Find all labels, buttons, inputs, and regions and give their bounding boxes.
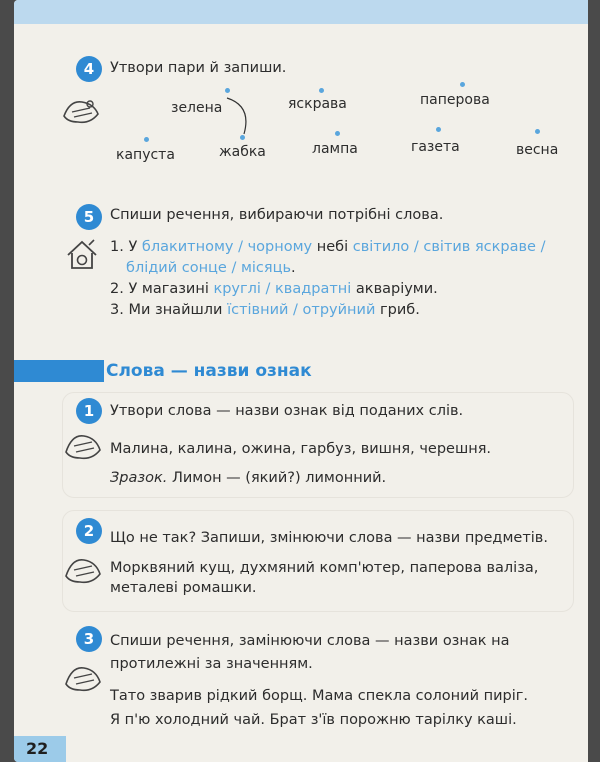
connecting-line (214, 96, 254, 140)
dot-marker (225, 88, 230, 93)
s1-prefix: 1. У (110, 239, 138, 255)
dot-marker (335, 131, 340, 136)
dot-marker (535, 129, 540, 134)
s2-end: акваріуми. (355, 281, 438, 297)
exercise-3-line-2: Я п'ю холодний чай. Брат з'їв порожню тарілку каші. (110, 712, 517, 728)
s1-option: чорному (247, 239, 313, 255)
s1-end: . (291, 260, 296, 276)
exercise-2-line-1: Морквяний кущ, духмяний комп'ютер, паперова валіза, (110, 560, 539, 576)
workbook-page (14, 0, 588, 762)
exercise-3-line-1: Тато зварив рідкий борщ. Мама спекла солоний пиріг. (110, 688, 528, 704)
section-bar (14, 360, 104, 382)
word-yaskrava: яскрава (288, 96, 347, 112)
s1-separator: / (231, 260, 237, 276)
word-zhabka: жабка (219, 144, 266, 160)
exercise-3-number: 3 (76, 626, 102, 652)
section-title: Слова — назви ознак (106, 361, 312, 381)
page-number: 22 (14, 736, 66, 762)
s1-option: блакитному (141, 239, 234, 255)
dot-marker (144, 137, 149, 142)
dot-marker (460, 82, 465, 87)
s1-option: блідий сонце (126, 260, 227, 276)
exercise-2-line-2: металеві ромашки. (110, 580, 257, 596)
exercise-3-instruction-1: Спиши речення, замінюючи слова — назви ознак на (110, 633, 510, 649)
pencil-write-icon (62, 660, 106, 696)
word-lampa: лампа (312, 141, 358, 157)
pencil-write-icon (60, 94, 104, 128)
exercise-1-number: 1 (76, 398, 102, 424)
task-4-instruction: Утвори пари й запиши. (110, 60, 287, 76)
s2-option: квадратні (275, 281, 352, 297)
word-paperova: паперова (420, 92, 490, 108)
exercise-1-sample (110, 470, 386, 486)
sentence-2 (110, 281, 438, 297)
s3-prefix: 3. Ми знайшли (110, 302, 223, 318)
s1-separator: / (540, 239, 546, 255)
exercise-1-instruction: Утвори слова — назви ознак від поданих слів. (110, 403, 464, 419)
s1-text: небі (316, 239, 349, 255)
s3-option: отруйний (302, 302, 376, 318)
task-4-number: 4 (76, 56, 102, 82)
s1-option: місяць (240, 260, 292, 276)
exercise-2-instruction: Що не так? Запиши, змінюючи слова — назви предметів. (110, 530, 548, 546)
s1-option: світило (352, 239, 410, 255)
dot-marker (319, 88, 324, 93)
home-task-icon (64, 237, 100, 273)
s3-option: їстівний (227, 302, 289, 318)
sentence-1-line-1 (110, 239, 545, 255)
s3-separator: / (293, 302, 298, 318)
task-5-number: 5 (76, 204, 102, 230)
sample-label: Зразок. (110, 470, 168, 486)
sentence-3 (110, 302, 420, 318)
s1-separator: / (238, 239, 243, 255)
word-kapusta: капуста (116, 147, 175, 163)
s2-separator: / (265, 281, 271, 297)
task-5-instruction: Спиши речення, вибираючи потрібні слова. (110, 207, 444, 223)
pencil-write-icon (62, 552, 106, 588)
s2-option: круглі (213, 281, 261, 297)
sample-text: Лимон — (який?) лимонний. (171, 470, 387, 486)
dot-marker (240, 135, 245, 140)
dot-marker (436, 127, 441, 132)
exercise-3-instruction-2: протилежні за значенням. (110, 656, 313, 672)
s1-separator: / (413, 239, 419, 255)
exercise-1-words: Малина, калина, ожина, гарбуз, вишня, черешня. (110, 441, 492, 457)
s3-end: гриб. (380, 302, 420, 318)
exercise-2-number: 2 (76, 518, 102, 544)
pencil-write-icon (62, 428, 106, 464)
word-vesna: весна (516, 142, 559, 158)
s2-prefix: 2. У магазині (110, 281, 209, 297)
s1-option: світив яскраве (423, 239, 536, 255)
top-color-strip (14, 0, 588, 24)
word-zelena: зелена (171, 100, 223, 116)
sentence-1-line-2 (126, 260, 296, 276)
word-hazeta: газета (411, 139, 460, 155)
